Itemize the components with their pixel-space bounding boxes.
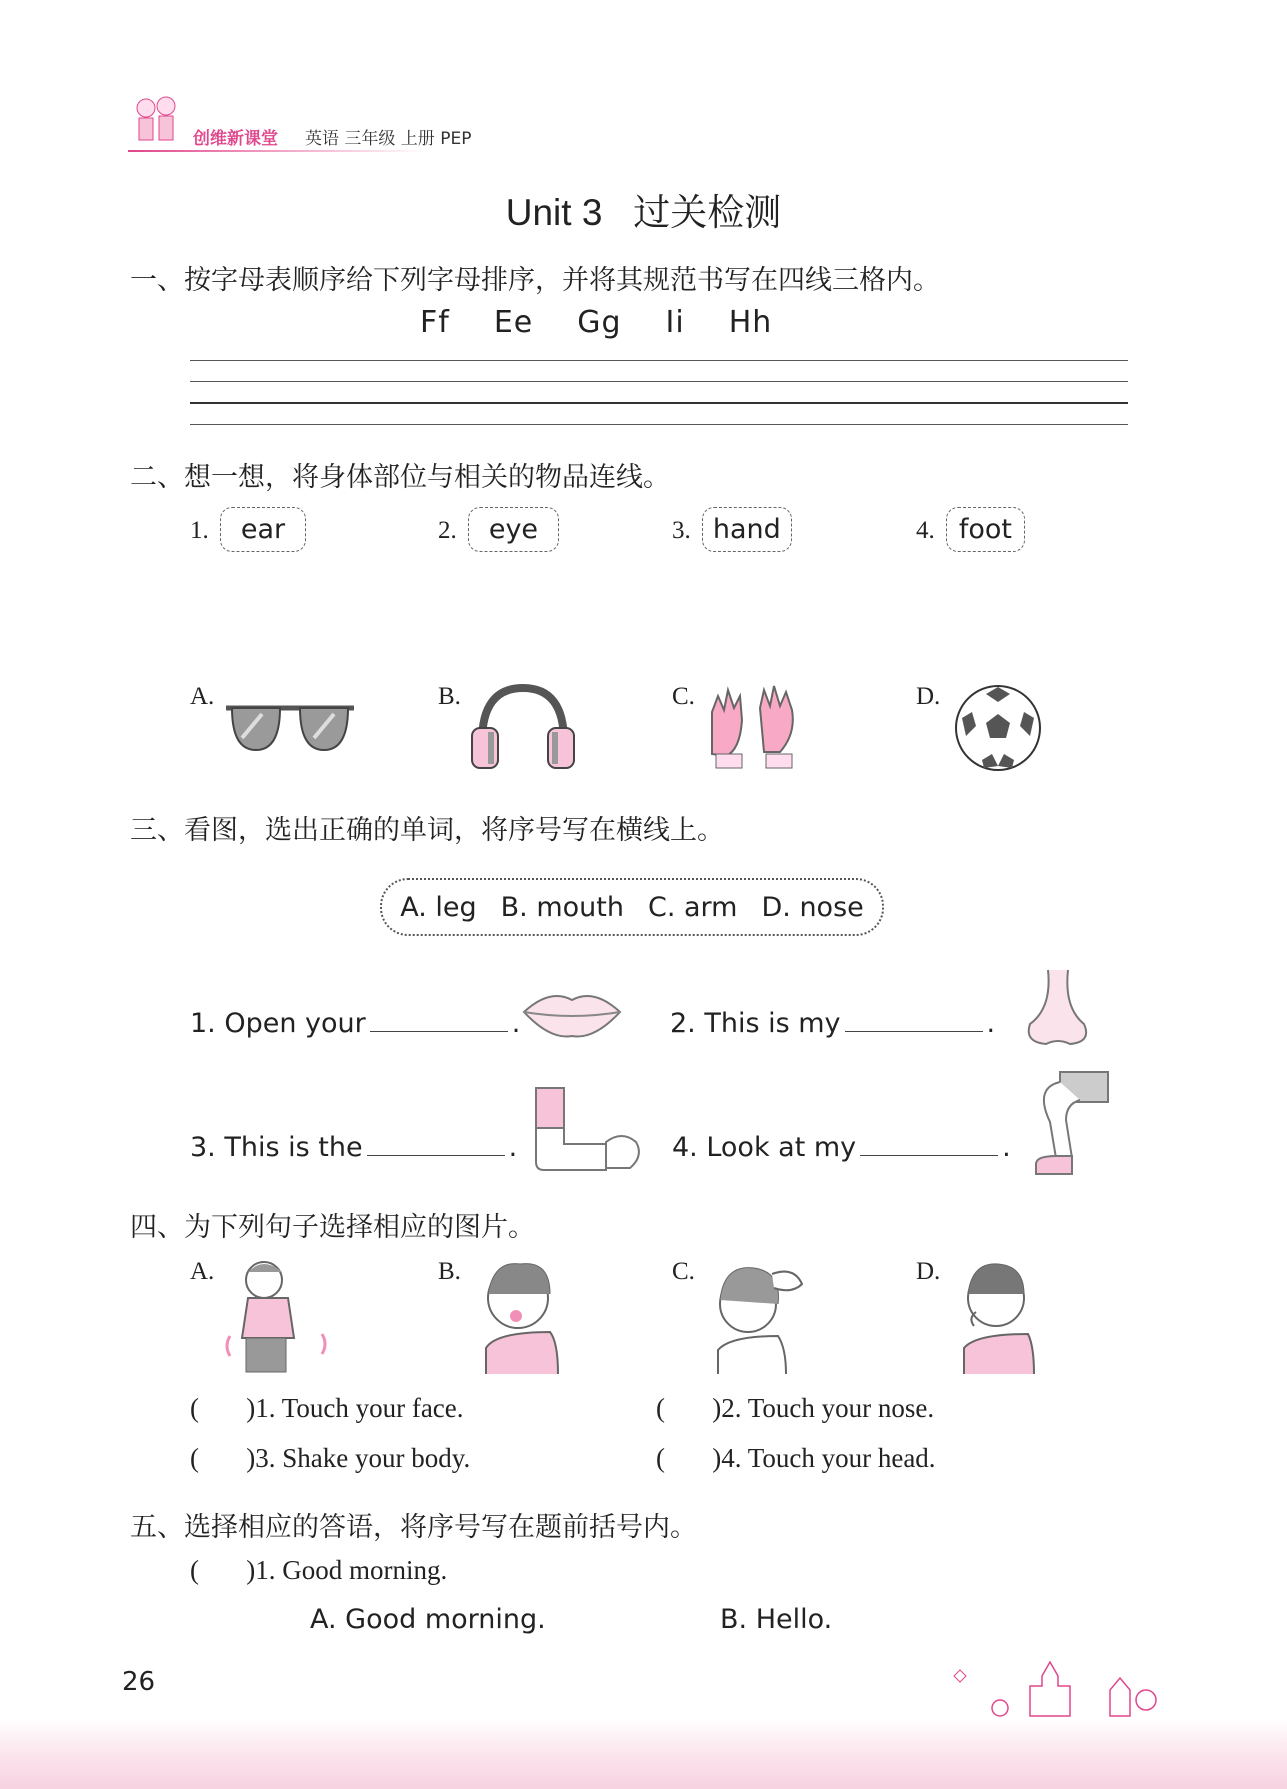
pic-label-d: D. — [916, 683, 941, 710]
word-hand: hand — [702, 507, 792, 552]
word-bank-option: C. arm — [647, 891, 738, 923]
question-3: 3. This is the . — [190, 1132, 518, 1163]
answer-paren[interactable]: ( ) — [190, 1393, 256, 1423]
answer-blank[interactable] — [845, 1009, 983, 1032]
s5-question-1: ( )1. Good morning. — [190, 1555, 448, 1585]
pic-label-a: A. — [190, 1258, 215, 1285]
leg-icon — [1030, 1068, 1114, 1178]
letter-item: Ff — [420, 305, 450, 340]
gloves-icon — [704, 682, 814, 774]
pic-label-d: D. — [916, 1258, 941, 1285]
pic-label-b: B. — [438, 683, 461, 710]
section2-heading: 二、想一想，将身体部位与相关的物品连线。 — [130, 462, 670, 493]
header-brand: 创维新课堂 — [193, 129, 278, 149]
headphones-icon — [468, 682, 578, 772]
section3-heading: 三、看图，选出正确的单词，将序号写在横线上。 — [130, 815, 724, 846]
castle-decoration-icon — [940, 1650, 1170, 1720]
letters-row — [420, 305, 816, 340]
s5-option-a: A. Good morning. — [310, 1604, 546, 1635]
arm-icon — [524, 1084, 644, 1176]
word-foot: foot — [946, 507, 1025, 552]
header-underline — [128, 150, 428, 152]
word-item-4: 4. foot — [916, 507, 1025, 552]
section5-heading: 五、选择相应的答语，将序号写在题前括号内。 — [130, 1512, 697, 1543]
answer-paren[interactable]: ( ) — [190, 1443, 256, 1473]
letter-item: Hh — [728, 305, 773, 340]
question-1: 1. Open your . — [190, 1008, 521, 1039]
answer-blank[interactable] — [370, 1009, 508, 1032]
answer-blank[interactable] — [367, 1133, 505, 1156]
girl-touching-head-icon — [700, 1254, 810, 1376]
boy-shaking-body-icon — [222, 1254, 340, 1376]
header-subtitle: 英语 三年级 上册 PEP — [305, 129, 472, 149]
kids-logo-icon — [128, 88, 188, 150]
soccer-ball-icon — [954, 684, 1042, 772]
word-bank-option: A. leg — [400, 891, 477, 923]
page-title: Unit 3 过关检测 — [505, 192, 782, 233]
nose-icon — [1018, 968, 1098, 1048]
page-number: 26 — [122, 1667, 156, 1697]
boy-touching-face-icon — [946, 1254, 1056, 1376]
pic-label-b: B. — [438, 1258, 461, 1285]
word-eye: eye — [468, 507, 559, 552]
letter-item: Ii — [665, 305, 685, 340]
answer-blank[interactable] — [860, 1133, 998, 1156]
word-item-2: 2. eye — [438, 507, 559, 552]
word-bank — [380, 878, 884, 936]
footer-band — [0, 1718, 1287, 1789]
word-item-3: 3. hand — [672, 507, 792, 552]
s4-item-3: ( )3. Shake your body. — [190, 1443, 471, 1473]
letter-item: Gg — [577, 305, 622, 340]
mouth-icon — [520, 986, 624, 1042]
writing-lines[interactable] — [190, 360, 1128, 445]
section1-heading: 一、按字母表顺序给下列字母排序，并将其规范书写在四线三格内。 — [130, 265, 940, 296]
question-4: 4. Look at my . — [672, 1132, 1011, 1163]
word-ear: ear — [220, 507, 306, 552]
s4-item-4: ( )4. Touch your head. — [656, 1443, 936, 1473]
pic-label-a: A. — [190, 683, 215, 710]
s4-item-2: ( )2. Touch your nose. — [656, 1393, 935, 1423]
s4-item-1: ( )1. Touch your face. — [190, 1393, 464, 1423]
answer-paren[interactable]: ( ) — [656, 1393, 722, 1423]
sunglasses-icon — [222, 698, 358, 758]
word-bank-option: B. mouth — [500, 891, 624, 923]
s5-option-b: B. Hello. — [720, 1604, 833, 1635]
pic-label-c: C. — [672, 1258, 695, 1285]
question-2: 2. This is my . — [670, 1008, 996, 1039]
answer-paren[interactable]: ( ) — [656, 1443, 722, 1473]
word-item-1: 1. ear — [190, 507, 306, 552]
section4-heading: 四、为下列句子选择相应的图片。 — [130, 1212, 535, 1243]
boy-touching-nose-icon — [466, 1254, 576, 1376]
word-bank-option: D. nose — [761, 891, 864, 923]
answer-paren[interactable]: ( ) — [190, 1555, 256, 1585]
pic-label-c: C. — [672, 683, 695, 710]
letter-item: Ee — [493, 305, 534, 340]
